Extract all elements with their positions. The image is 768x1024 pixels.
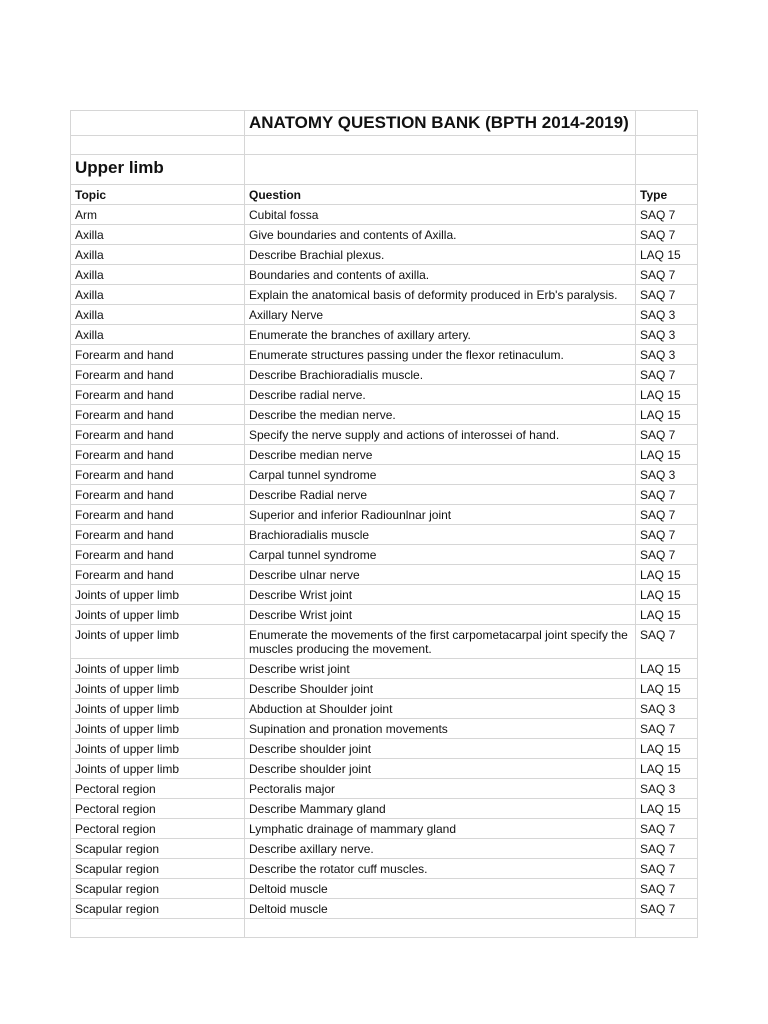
table-row [71,385,698,405]
cell-topic: Pectoral region [71,779,245,799]
cell-topic: Scapular region [71,859,245,879]
cell-type: SAQ 7 [636,859,698,879]
cell-topic: Forearm and hand [71,445,245,465]
table-row [71,819,698,839]
cell-topic: Joints of upper limb [71,699,245,719]
table-row [71,545,698,565]
cell-question: Describe axillary nerve. [245,839,636,859]
title-row [71,111,698,136]
cell-topic: Joints of upper limb [71,659,245,679]
blank-cell [245,919,636,938]
cell-topic: Joints of upper limb [71,625,245,659]
blank-cell [636,136,698,155]
cell-question: Boundaries and contents of axilla. [245,265,636,285]
cell-topic: Axilla [71,285,245,305]
document-title: ANATOMY QUESTION BANK (BPTH 2014-2019) [245,111,636,136]
cell-topic: Scapular region [71,899,245,919]
table-row [71,719,698,739]
cell-topic: Axilla [71,265,245,285]
table-row [71,465,698,485]
cell-topic: Joints of upper limb [71,759,245,779]
cell-question: Deltoid muscle [245,879,636,899]
cell-type: LAQ 15 [636,799,698,819]
cell-topic: Forearm and hand [71,545,245,565]
table-row [71,525,698,545]
cell-question: Describe Brachial plexus. [245,245,636,265]
cell-topic: Forearm and hand [71,365,245,385]
cell-question: Enumerate structures passing under the flexor retinaculum. [245,345,636,365]
cell-question: Supination and pronation movements [245,719,636,739]
empty-row [71,919,698,938]
cell-type: SAQ 3 [636,345,698,365]
cell-topic: Joints of upper limb [71,679,245,699]
cell-topic: Axilla [71,225,245,245]
table-row [71,659,698,679]
cell-question: Describe median nerve [245,445,636,465]
table-row [71,345,698,365]
table-row [71,445,698,465]
table-row [71,839,698,859]
cell-question: Cubital fossa [245,205,636,225]
cell-type: SAQ 7 [636,485,698,505]
cell-type: LAQ 15 [636,565,698,585]
cell-question: Describe the rotator cuff muscles. [245,859,636,879]
table-row [71,799,698,819]
cell-type: LAQ 15 [636,445,698,465]
table-row [71,899,698,919]
cell-question: Describe Brachioradialis muscle. [245,365,636,385]
table-row [71,759,698,779]
cell-type: LAQ 15 [636,385,698,405]
cell-type: SAQ 7 [636,225,698,245]
cell-type: SAQ 7 [636,719,698,739]
cell-type: SAQ 7 [636,365,698,385]
cell-question: Specify the nerve supply and actions of interossei of hand. [245,425,636,445]
cell-topic: Axilla [71,325,245,345]
cell-question: Describe shoulder joint [245,759,636,779]
cell-topic: Scapular region [71,839,245,859]
cell-question: Describe Mammary gland [245,799,636,819]
cell-type: LAQ 15 [636,585,698,605]
header-topic: Topic [71,185,245,205]
cell-topic: Axilla [71,245,245,265]
cell-type: SAQ 3 [636,305,698,325]
table-row [71,739,698,759]
header-type: Type [636,185,698,205]
cell-type: SAQ 3 [636,699,698,719]
header-question: Question [245,185,636,205]
cell-type: SAQ 3 [636,779,698,799]
section-row [71,155,698,185]
cell-type: SAQ 7 [636,205,698,225]
cell-question: Describe Wrist joint [245,585,636,605]
cell-topic: Forearm and hand [71,525,245,545]
cell-question: Carpal tunnel syndrome [245,465,636,485]
blank-cell [636,919,698,938]
table-row [71,425,698,445]
cell-type: SAQ 7 [636,879,698,899]
table-row [71,879,698,899]
cell-topic: Axilla [71,305,245,325]
cell-topic: Forearm and hand [71,425,245,445]
table-row [71,265,698,285]
cell-question: Describe the median nerve. [245,405,636,425]
cell-type: SAQ 7 [636,525,698,545]
cell-question: Deltoid muscle [245,899,636,919]
cell-question: Pectoralis major [245,779,636,799]
cell-type: SAQ 7 [636,899,698,919]
cell-topic: Joints of upper limb [71,719,245,739]
cell-type: LAQ 15 [636,405,698,425]
cell-question: Lymphatic drainage of mammary gland [245,819,636,839]
blank-cell [71,111,245,136]
cell-type: SAQ 7 [636,265,698,285]
cell-type: SAQ 7 [636,839,698,859]
cell-type: SAQ 7 [636,819,698,839]
cell-type: SAQ 3 [636,325,698,345]
cell-topic: Joints of upper limb [71,739,245,759]
cell-topic: Forearm and hand [71,465,245,485]
table-row [71,405,698,425]
cell-type: LAQ 15 [636,245,698,265]
column-header-row [71,185,698,205]
table-row [71,625,698,659]
table-row [71,225,698,245]
cell-type: SAQ 7 [636,425,698,445]
cell-topic: Forearm and hand [71,565,245,585]
cell-topic: Joints of upper limb [71,585,245,605]
cell-question: Abduction at Shoulder joint [245,699,636,719]
blank-cell [245,155,636,185]
cell-type: LAQ 15 [636,739,698,759]
blank-cell [71,136,245,155]
cell-type: SAQ 7 [636,545,698,565]
cell-question: Explain the anatomical basis of deformity produced in Erb's paralysis. [245,285,636,305]
cell-question: Axillary Nerve [245,305,636,325]
cell-topic: Scapular region [71,879,245,899]
question-bank-table [70,110,698,938]
cell-topic: Forearm and hand [71,505,245,525]
cell-question: Describe shoulder joint [245,739,636,759]
table-row [71,505,698,525]
table-row [71,365,698,385]
table-row [71,859,698,879]
blank-cell [636,155,698,185]
section-heading: Upper limb [71,155,245,185]
spacer-row [71,136,698,155]
table-row [71,305,698,325]
cell-type: LAQ 15 [636,679,698,699]
cell-topic: Forearm and hand [71,345,245,365]
cell-topic: Pectoral region [71,819,245,839]
table-row [71,585,698,605]
cell-question: Carpal tunnel syndrome [245,545,636,565]
blank-cell [71,919,245,938]
blank-cell [245,136,636,155]
table-row [71,245,698,265]
cell-question: Give boundaries and contents of Axilla. [245,225,636,245]
table-row [71,699,698,719]
blank-cell [636,111,698,136]
cell-topic: Pectoral region [71,799,245,819]
table-row [71,485,698,505]
table-row [71,325,698,345]
cell-topic: Forearm and hand [71,485,245,505]
cell-question: Enumerate the movements of the first carpometacarpal joint specify the muscles producing the movement. [245,625,636,659]
cell-question: Describe Shoulder joint [245,679,636,699]
table-row [71,779,698,799]
cell-type: LAQ 15 [636,605,698,625]
cell-question: Describe ulnar nerve [245,565,636,585]
cell-question: Brachioradialis muscle [245,525,636,545]
table-row [71,679,698,699]
table-row [71,205,698,225]
cell-question: Enumerate the branches of axillary artery. [245,325,636,345]
cell-topic: Forearm and hand [71,405,245,425]
cell-topic: Arm [71,205,245,225]
cell-topic: Joints of upper limb [71,605,245,625]
cell-question: Describe radial nerve. [245,385,636,405]
table-row [71,285,698,305]
cell-type: SAQ 7 [636,285,698,305]
cell-type: SAQ 3 [636,465,698,485]
table-row [71,565,698,585]
cell-question: Describe Wrist joint [245,605,636,625]
cell-type: SAQ 7 [636,625,698,659]
table-row [71,605,698,625]
cell-topic: Forearm and hand [71,385,245,405]
cell-type: LAQ 15 [636,759,698,779]
cell-type: SAQ 7 [636,505,698,525]
cell-question: Describe Radial nerve [245,485,636,505]
cell-question: Describe wrist joint [245,659,636,679]
cell-type: LAQ 15 [636,659,698,679]
cell-question: Superior and inferior Radiounlnar joint [245,505,636,525]
